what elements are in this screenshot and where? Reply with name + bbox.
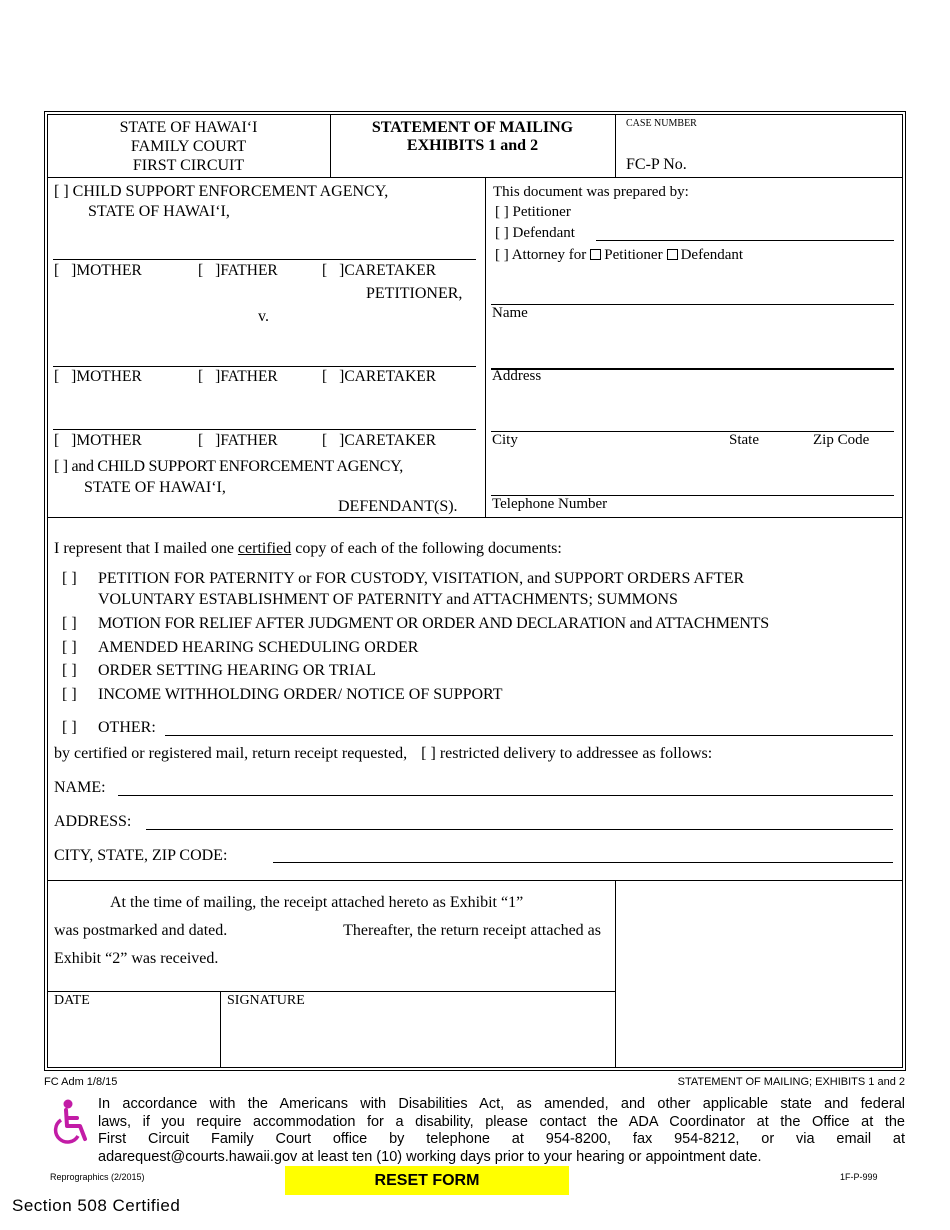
mother-checkbox-3[interactable]: [ ]MOTHER <box>54 432 142 449</box>
addressee-city-label: CITY, STATE, ZIP CODE: <box>54 847 228 864</box>
csea-option <box>54 182 388 202</box>
ada-line-1: In accordance with the Americans with Disabilities Act, as amended, and other applicable state and federal <box>98 1096 905 1112</box>
doc-1-line-2: VOLUNTARY ESTABLISHMENT OF PATERNITY and ATTACHMENTS; SUMMONS <box>98 591 678 608</box>
and-csea-line-2: STATE OF HAWAI‘I, <box>84 479 226 496</box>
doc-1-line-1: PETITION FOR PATERNITY or FOR CUSTODY, VISITATION, and SUPPORT ORDERS AFTER <box>98 570 745 587</box>
ada-line-4: adarequest@courts.hawaii.gov at least ten (10) working days prior to your hearing or appointment date. <box>98 1148 762 1165</box>
doc-4-checkbox[interactable]: [ ] <box>62 662 77 679</box>
case-number-label: CASE NUMBER <box>626 118 697 129</box>
preparer-city-field[interactable] <box>491 450 894 494</box>
other-input[interactable] <box>165 735 893 736</box>
preparer-zip-label: Zip Code <box>813 432 870 448</box>
doc-2-label: MOTION FOR RELIEF AFTER JUDGMENT OR ORDER AND DECLARATION and ATTACHMENTS <box>98 615 769 632</box>
court-line-2: FAMILY COURT <box>130 138 247 155</box>
addressee-city-input[interactable] <box>273 862 893 863</box>
preparer-address-field[interactable] <box>491 386 894 430</box>
court-name <box>47 118 330 175</box>
mailing-intro: I represent that I mailed one certified copy of each of the following documents: <box>54 540 562 557</box>
father-checkbox-3[interactable]: [ ]FATHER <box>198 432 278 449</box>
ada-line-2: laws, if you require accommodation for a disability, please contact the ADA Coordinator at the Office at the <box>98 1113 905 1130</box>
csea-line-2: STATE OF HAWAI‘I, <box>88 203 230 220</box>
addressee-address-label: ADDRESS: <box>54 813 132 830</box>
preparer-name-label: Name <box>492 305 528 321</box>
doc-5-label: INCOME WITHHOLDING ORDER/ NOTICE OF SUPPORT <box>98 686 503 703</box>
mother-checkbox-2[interactable]: [ ]MOTHER <box>54 368 142 385</box>
receipt-line-1: At the time of mailing, the receipt attached hereto as Exhibit “1” <box>110 894 524 911</box>
mail-method: by certified or registered mail, return receipt requested, [ ] restricted delivery to addressee as follows: <box>54 745 713 762</box>
caretaker-checkbox-2[interactable]: [ ]CARETAKER <box>322 368 437 385</box>
other-checkbox[interactable]: [ ] <box>62 719 77 736</box>
case-number-prefix: FC-P No. <box>626 156 687 173</box>
second-party-name-line[interactable] <box>53 429 476 430</box>
section-508-label: Section 508 Certified <box>12 1196 181 1215</box>
preparer-address-label: Address <box>492 368 542 384</box>
other-label: OTHER: <box>98 719 156 736</box>
mother-checkbox-1[interactable]: [ ]MOTHER <box>54 262 142 279</box>
preparer-phone-label: Telephone Number <box>492 496 608 512</box>
and-csea-option <box>54 458 403 476</box>
and-csea-line-1: and CHILD SUPPORT ENFORCEMENT AGENCY, <box>71 458 404 475</box>
preparer-petitioner[interactable]: [ ] Petitioner <box>495 204 571 220</box>
document-title <box>330 119 615 155</box>
attorney-for-petitioner-checkbox[interactable] <box>590 249 601 260</box>
court-line-1: STATE OF HAWAI‘I <box>119 119 258 136</box>
doc-1-checkbox[interactable]: [ ] <box>62 570 77 587</box>
preparer-name-field[interactable] <box>491 322 894 367</box>
preparer-city-label: City <box>492 432 518 448</box>
signature-field[interactable] <box>223 1010 613 1065</box>
attorney-for-defendant-checkbox[interactable] <box>667 249 678 260</box>
title-line-1: STATEMENT OF MAILING <box>371 119 574 136</box>
caretaker-checkbox-1[interactable]: [ ]CARETAKER <box>322 262 437 279</box>
court-stamp-area <box>618 883 901 1066</box>
doc-3-checkbox[interactable]: [ ] <box>62 639 77 656</box>
versus-label: v. <box>258 308 269 325</box>
form-title-footer: STATEMENT OF MAILING; EXHIBITS 1 and 2 <box>677 1076 905 1088</box>
reset-form-button[interactable]: RESET FORM <box>285 1166 569 1195</box>
defendants-label: DEFENDANT(S). <box>338 498 458 515</box>
addressee-address-input[interactable] <box>146 829 893 830</box>
addressee-name-input[interactable] <box>118 795 893 796</box>
petitioner-label: PETITIONER, <box>366 285 463 302</box>
court-line-3: FIRST CIRCUIT <box>132 157 245 174</box>
father-checkbox-1[interactable]: [ ]FATHER <box>198 262 278 279</box>
preparer-state-label: State <box>729 432 759 448</box>
case-number-field[interactable] <box>700 154 896 174</box>
doc-4-label: ORDER SETTING HEARING OR TRIAL <box>98 662 376 679</box>
csea-checkbox[interactable]: [ ] <box>54 183 69 200</box>
restricted-delivery-checkbox[interactable]: [ ] <box>421 745 436 762</box>
preparer-petitioner-box[interactable]: [ ] <box>495 204 509 220</box>
ada-line-3: First Circuit Family Court office by telephone at 954-8200, fax 954-8212, or via email at <box>98 1131 905 1147</box>
receipt-line-3: Exhibit “2” was received. <box>54 950 219 967</box>
reprographics-label: Reprographics (2/2015) <box>50 1172 145 1182</box>
date-label: DATE <box>54 993 90 1008</box>
form-number: 1F-P-999 <box>840 1172 878 1182</box>
and-csea-checkbox[interactable]: [ ] <box>54 458 68 475</box>
form-code: FC Adm 1/8/15 <box>44 1076 118 1088</box>
doc-2-checkbox[interactable]: [ ] <box>62 615 77 632</box>
petitioner-name-line[interactable] <box>53 259 476 260</box>
respondent-name-line[interactable] <box>53 366 476 367</box>
preparer-defendant-box[interactable]: [ ] <box>495 225 509 241</box>
doc-5-checkbox[interactable]: [ ] <box>62 686 77 703</box>
signature-label: SIGNATURE <box>227 993 305 1008</box>
csea-line-1: CHILD SUPPORT ENFORCEMENT AGENCY, <box>72 183 389 200</box>
addressee-name-label: NAME: <box>54 779 106 796</box>
preparer-attorney: [ ] Attorney for Petitioner Defendant <box>495 247 744 263</box>
preparer-attorney-box[interactable]: [ ] <box>495 247 509 263</box>
doc-3-label: AMENDED HEARING SCHEDULING ORDER <box>98 639 419 656</box>
caretaker-checkbox-3[interactable]: [ ]CARETAKER <box>322 432 437 449</box>
title-line-2: EXHIBITS 1 and 2 <box>406 137 539 154</box>
date-field[interactable] <box>50 1010 218 1065</box>
receipt-statement <box>54 889 601 973</box>
receipt-line-2: was postmarked and dated. Thereafter, the return receipt attached as <box>54 922 601 939</box>
ada-notice <box>98 1096 905 1166</box>
preparer-defendant[interactable]: [ ] Defendant <box>495 225 575 241</box>
father-checkbox-2[interactable]: [ ]FATHER <box>198 368 278 385</box>
wheelchair-icon <box>48 1098 92 1146</box>
preparer-heading: This document was prepared by: <box>493 184 689 200</box>
